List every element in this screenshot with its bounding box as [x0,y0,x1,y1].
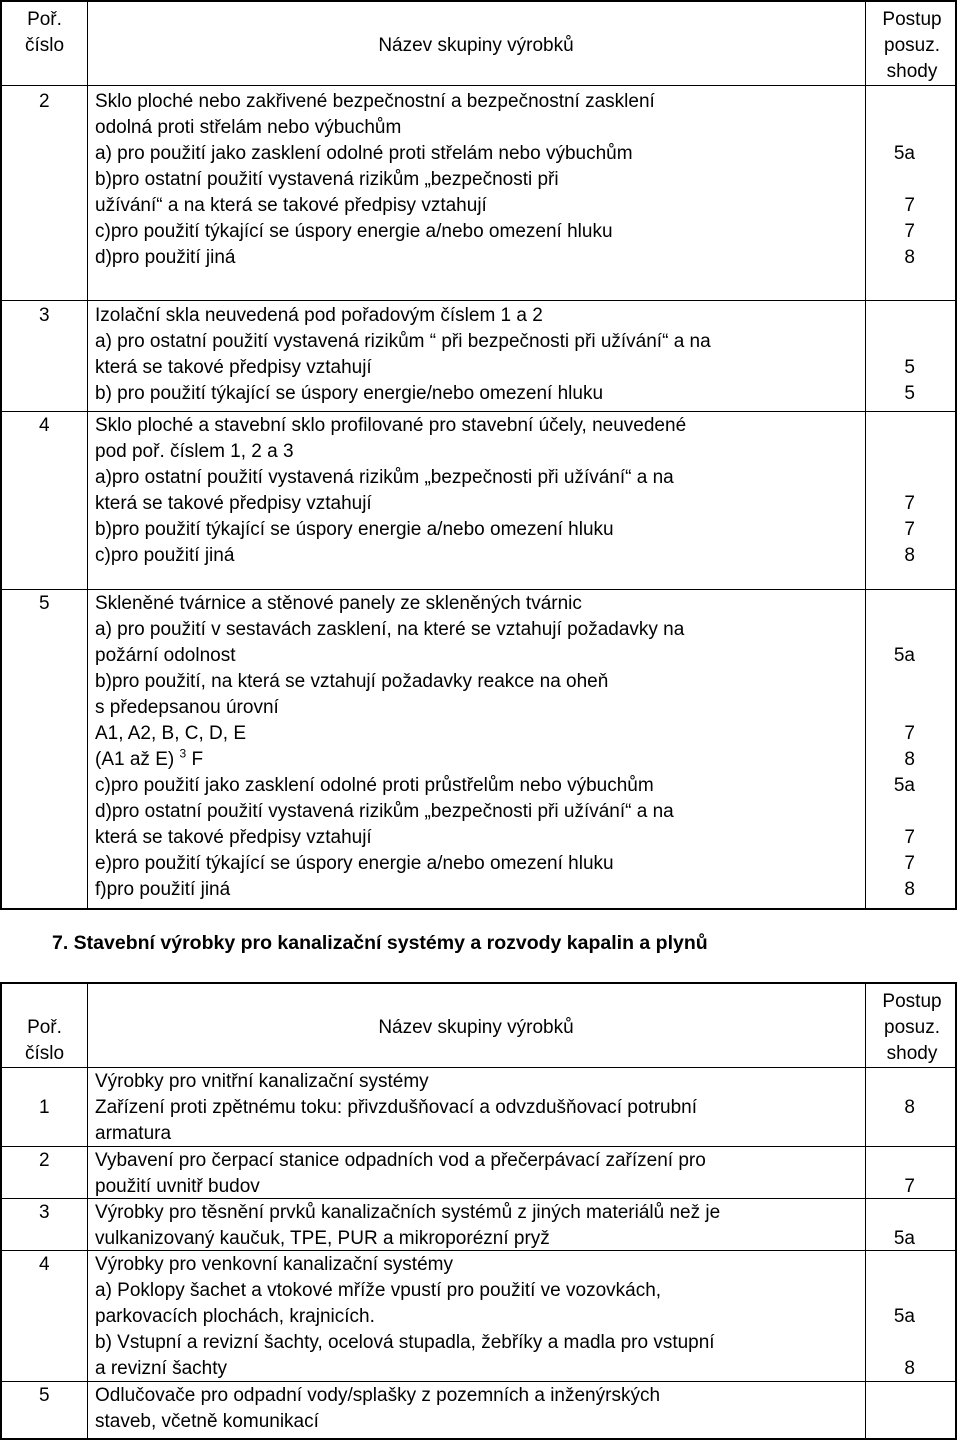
row-text-line: Sklo ploché a stavební sklo profilované pro stavební účely, neuvedené [95,415,687,436]
row-text-line: Vybavení pro čerpací stanice odpadních vod a přečerpávací zařízení pro [95,1150,706,1171]
row-text-line: a) pro ostatní použití vystavená rizikům “ při bezpečnosti při užívání“ a na [95,331,711,352]
section-title: 7. Stavební výrobky pro kanalizační systémy a rozvody kapalin a plynů [52,932,708,954]
header-product-group: Název skupiny výrobků [378,35,574,56]
table-row [2,86,955,301]
row-number: 5 [39,1385,50,1406]
header-proc-line2: posuz. [884,35,940,56]
row-text-line: parkovacích plochách, krajnicích. [95,1306,375,1327]
row-text-line: a)pro ostatní použití vystavená rizikům „bezpečnosti při užívání“ a na [95,467,674,488]
row-text-line: Odlučovače pro odpadní vody/splašky z pozemních a inženýrských [95,1385,661,1406]
row-text-line: Výrobky pro těsnění prvků kanalizačních systémů z jiných materiálů než je [95,1202,721,1223]
row-text-suffix: F [186,749,204,770]
row-number: 3 [39,305,50,326]
row-text-line: a revizní šachty [95,1358,227,1379]
row-text-line: b) pro použití týkající se úspory energie/nebo omezení hluku [95,383,604,404]
row-text-line: f)pro použití jiná [95,879,231,900]
procedure-code: 5a [893,775,915,796]
table-row [2,590,955,908]
row-text-line: armatura [95,1123,172,1144]
table-row [2,1199,955,1251]
procedure-code: 8 [904,545,915,566]
row-text-line: použití uvnitř budov [95,1176,260,1197]
table-row [2,1068,955,1147]
row-text-line: která se takové předpisy vztahují [95,493,372,514]
procedure-code: 8 [904,879,915,900]
row-text-line: c)pro použití týkající se úspory energie a/nebo omezení hluku [95,221,613,242]
header-proc-line1: Postup [882,991,942,1012]
row-text-line: a) Poklopy šachet a vtokové mříže vpustí pro použití ve vozovkách, [95,1280,662,1301]
row-text-line: c)pro použití jiná [95,545,235,566]
row-text-line: užívání“ a na která se takové předpisy vztahují [95,195,487,216]
procedure-code: 7 [904,1176,915,1197]
table-header-row [2,2,955,86]
row-text-line: požární odolnost [95,645,236,666]
header-product-group: Název skupiny výrobků [378,1017,574,1038]
row-number: 5 [39,593,50,614]
row-number: 4 [39,1254,50,1275]
procedure-code: 7 [904,723,915,744]
procedure-code: 8 [904,1097,915,1118]
row-text-line: pod poř. číslem 1, 2 a 3 [95,441,294,462]
table-row [2,1251,955,1382]
header-num-line1: Poř. [27,1017,62,1038]
table-row [2,1382,955,1438]
procedure-code: 7 [904,195,915,216]
table-row [2,412,955,590]
header-proc-line3: shody [886,61,938,82]
procedure-code: 8 [904,247,915,268]
row-text-line: d)pro ostatní použití vystavená rizikům „bezpečnosti při užívání“ a na [95,801,674,822]
table-row [2,1147,955,1199]
procedure-code: 7 [904,827,915,848]
row-text-line: Zařízení proti zpětnému toku: přivzdušňovací a odvzdušňovací potrubní [95,1097,697,1118]
header-num-line2: číslo [24,35,65,56]
row-text-line: Sklo ploché nebo zakřivené bezpečnostní a bezpečnostní zasklení [95,91,655,112]
row-text-line: Výrobky pro vnitřní kanalizační systémy [95,1071,429,1092]
row-text-line: která se takové předpisy vztahují [95,827,372,848]
row-text-line: staveb, včetně komunikací [95,1411,319,1432]
procedure-code: 8 [904,1358,915,1379]
superscript: 3 [179,746,187,761]
row-text-line: a) pro použití v sestavách zasklení, na které se vztahují požadavky na [95,619,685,640]
row-text-line: d)pro použití jiná [95,247,236,268]
header-proc-line3: shody [886,1043,938,1064]
row-text-line: s předepsanou úrovní [95,697,279,718]
row-number: 4 [39,415,50,436]
header-num-line1: Poř. [27,9,62,30]
procedure-code: 7 [904,853,915,874]
row-number: 2 [39,91,50,112]
row-text-line: vulkanizovaný kaučuk, TPE, PUR a mikroporézní pryž [95,1228,550,1249]
row-text-line: Výrobky pro venkovní kanalizační systémy [95,1254,453,1275]
row-text-line: c)pro použití jako zasklení odolné proti průstřelům nebo výbuchům [95,775,654,796]
row-text-line: Izolační skla neuvedená pod pořadovým číslem 1 a 2 [95,305,543,326]
procedure-code: 5a [893,143,915,164]
header-proc-line2: posuz. [884,1017,940,1038]
row-text-line-with-superscript [95,747,203,773]
row-number: 1 [39,1097,50,1118]
procedure-code: 5 [904,383,915,404]
procedure-code: 7 [904,221,915,242]
procedure-code: 7 [904,493,915,514]
row-text-line: b) Vstupní a revizní šachty, ocelová stupadla, žebříky a madla pro vstupní [95,1332,715,1353]
table-row [2,301,955,412]
procedure-code: 5a [893,645,915,666]
row-text-line: e)pro použití týkající se úspory energie a/nebo omezení hluku [95,853,614,874]
header-num-line2: číslo [24,1043,65,1064]
procedure-code: 5 [904,357,915,378]
row-text-line: Skleněné tvárnice a stěnové panely ze skleněných tvárnic [95,593,582,614]
row-text-line: odolná proti střelám nebo výbuchům [95,117,402,138]
row-text-line: b)pro použití týkající se úspory energie a/nebo omezení hluku [95,519,614,540]
procedure-code: 5a [893,1306,915,1327]
procedure-code: 7 [904,519,915,540]
row-text-line: A1, A2, B, C, D, E [95,723,247,744]
product-table-2 [0,982,957,1440]
row-number: 2 [39,1150,50,1171]
row-text-line: která se takové předpisy vztahují [95,357,372,378]
row-text-line: a) pro použití jako zasklení odolné proti střelám nebo výbuchům [95,143,633,164]
procedure-code: 8 [904,749,915,770]
procedure-code: 5a [893,1228,915,1249]
row-text-line: b)pro ostatní použití vystavená rizikům „bezpečnosti při [95,169,559,190]
row-text-line: (A1 až E) [95,749,175,770]
row-text-line: b)pro použití, na která se vztahují požadavky reakce na oheň [95,671,609,692]
row-number: 3 [39,1202,50,1223]
table-header-row [2,984,955,1068]
header-proc-line1: Postup [882,9,942,30]
